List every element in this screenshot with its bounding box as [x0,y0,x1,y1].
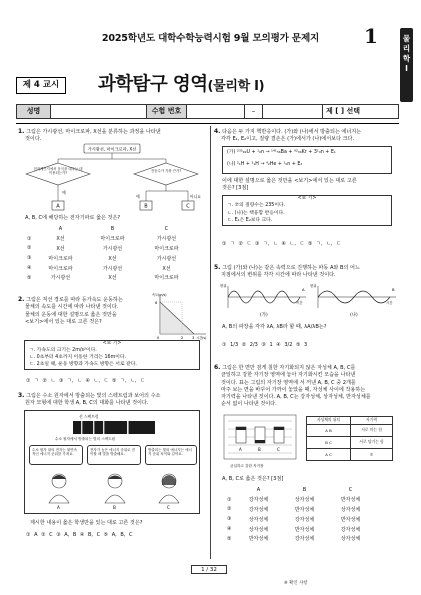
magnet-c-label: C [277,447,280,452]
question-6-stem [214,364,400,409]
wave-b-label: B [392,287,395,292]
spectrum-label: 선 스펙트럼 [79,414,99,419]
page-number: 1 [364,24,378,48]
subject-side-tab [400,28,413,102]
name-bar [16,104,399,119]
question-number: 4. [214,128,221,135]
flow-box-c: C [186,203,190,210]
answer-option-5[interactable]: ⑤ 가시광선 X선 마이크로파 [27,274,179,282]
q4-choices[interactable]: ① ㄱ ② ㄷ ③ ㄱ, ㄴ ④ ㄴ, ㄷ ⑤ ㄱ, ㄴ, ㄷ [222,241,341,247]
bogi-item: ㄴ. (나)는 핵융합 반응이다. [227,210,285,216]
question-6-prompt: A, B, C로 옳은 것은? [3점] [222,476,284,482]
answer-option-1[interactable]: ① X선 마이크로파 가시광선 [27,235,177,243]
answer-option-5[interactable]: ⑤ 반자성체 강자성체 상자성체 [227,535,361,543]
question-text: 순서 없이 나타낸 것이다. [221,401,277,408]
q1-answer-table [22,223,194,284]
bogi-item: ㄱ. ⑦의 질량수는 235이다. [227,203,286,208]
bogi-item: ㄱ. 가속도의 크기는 2m/s²이다. [29,348,97,353]
page-counter: 1 / 32 [191,565,227,574]
q3-choices[interactable]: ① A ② C ③ A, B ④ B, C ⑤ A, B, C [26,532,133,538]
table-header: A [256,486,261,493]
wave-axis-label: 변위 [220,284,227,288]
student-c-label: C [167,505,170,510]
student-c-icon [159,474,179,503]
question-3-stem [18,392,206,408]
q2-bogi-box [24,340,200,370]
flow-yes-label: 예 [62,190,66,195]
bogi-item: ㄴ. 0초부터 4초까지 이동한 거리는 16m이다. [29,355,127,360]
question-text: 각각 E₁, E₂이고, 질량 결손은 (가)에서가 (나)에서보다 크다. [221,136,355,143]
question-text: 그림은 수소 원자에서 방출되는 빛의 스펙트럼과 보어의 수소 [26,393,161,399]
spectrum-caption: 수소 원자에서 방출되는 빛의 스펙트럼 [55,437,116,441]
question-1-stem [18,128,206,144]
table-row [24,225,192,233]
answer-option-1[interactable]: ① 강자성체 상자성체 반자성체 [227,496,361,504]
table-header: B [110,225,115,232]
graph-x-label: 시간(s) [196,336,207,340]
question-text: 이에 대한 설명으로 옳은 것만을 <보기>에서 있는 대로 고른 [222,178,357,184]
exam-title: 2025학년도 대학수학능력시험 9월 모의평가 문제지 [101,33,320,44]
column-divider [210,126,211,559]
table-row: A C ⑦ [307,448,393,460]
graph-x-tick: 2 [181,336,184,340]
diagram-caption: 균일하고 강한 자기장 [230,464,264,468]
period-box: 제 4 교시 [16,77,66,94]
question-text: 마주 보는 면을 바꾸어 가까이 놓았을 때, 자성체 사이에 작용하는 [221,386,366,393]
question-2-stem [18,296,158,326]
table-header: 자성체의 위치 [307,417,351,425]
speech-bubble-c: 방출되는 빛의 에너지는 에너지 준위 차이와 같아요. [145,445,197,465]
name-field[interactable] [51,105,147,118]
bogi-title: <보 기> [102,341,122,346]
footer-note: ※ 확인 사항 [284,581,308,586]
bogi-item: ㄷ. 2초일 때, 운동 방향과 가속도 방향은 서로 같다. [29,362,137,367]
equation-b: (나) ²₁H + ³₁H → ⁴₂He + ¹₀n + E₂ [227,162,303,167]
student-b-icon [105,474,125,503]
question-text: 그림은 한 면만 검게 칠한 자기화되지 않은 자성체 A, B, C를 [222,365,356,371]
table-row [224,486,372,494]
table-header: A [58,225,63,232]
answer-option-3[interactable]: ③ 마이크로파 X선 가시광선 [27,255,177,262]
student-a-icon [49,474,69,503]
exam-number-field-2[interactable] [263,105,323,118]
table-row [307,417,393,425]
top-rule [16,123,399,124]
table-header: B [302,486,307,493]
question-text: <보기>에서 있는 대로 고른 것은? [25,318,102,325]
wave-time-label: 시간 [386,301,393,305]
question-text: 것은? [3점] [222,185,249,192]
question-5-stem [214,264,400,280]
bogi-title: <보 기> [297,196,317,201]
question-5-prompt: A, B의 파장을 각각 λA, λB라 할 때, λA/λB는? [222,324,327,330]
answer-option-4[interactable]: ④ 마이크로파 가시광선 X선 [27,265,171,272]
answer-option-4[interactable]: ④ 상자성체 반자성체 강자성체 [227,526,361,533]
student-b-label: B [113,505,116,510]
question-number: 5. [214,264,221,271]
question-text: 것이다. [25,136,42,143]
elective-choice: 제 [ ] 선택 [326,107,360,115]
q4-bogi-box [222,195,392,226]
q2-choices[interactable]: ① ㄱ ② ㄴ ③ ㄱ, ㄴ ④ ㄴ, ㄷ ⑤ ㄱ, ㄴ, ㄷ [26,378,145,384]
subject-name: 과학탐구 영역 [98,74,208,95]
exam-number-field[interactable] [187,105,245,118]
table-row: B C 서로 당기는 힘 [307,436,393,448]
question-text: 그림은 직선 경로를 따라 등가속도 운동하는 [26,297,123,303]
q1-flowchart [18,143,206,215]
student-a-label: A [57,505,60,510]
magnet-a-label: A [239,447,242,452]
wave-time-label: 시간 [296,301,303,305]
question-text: 것이다. 표는 그림의 자기장 영역에 서 꺼낸 A, B, C 중 2개를 [221,379,356,386]
wave-a-label: A [302,287,305,292]
q6-force-table [306,416,393,461]
table-header: 자기력 [351,417,393,425]
wave-axis-label: 변위 [310,284,317,288]
question-4-prompt [222,178,400,193]
q5-choices[interactable]: ① 1/3 ② 2/3 ③ 1 ④ 3/2 ⑤ 3 [222,342,308,348]
equation-a: (가) ²³⁵₉₂U + ¹₀n → ¹⁴¹₅₆Ba + ⁹²₃₆Kr + 3¹₀n + E₁ [227,150,336,155]
q6-answer-table [222,484,374,545]
flow-box-b: B [144,203,148,210]
flow-start-label: 가시광선, 마이크로파, X선 [87,146,137,152]
wave-a-tag: (가) [260,313,268,318]
flow-question-1: 전자레인지에서 음식을 데우는 데 이용되는가? [33,167,83,176]
flow-box-a: A [56,203,60,210]
q2-velocity-graph [150,292,208,340]
table-row: A B 서로 미는 힘 [307,424,393,436]
question-text: 물체의 속도를 시간에 따라 나타낸 것이다. [25,304,119,311]
answer-option-3[interactable]: ③ 상자성체 강자성체 반자성체 [227,516,361,523]
question-1-prompt: A, B, C에 해당하는 전자기파로 옳은 것은? [25,215,121,221]
spectrum-strip [73,421,155,435]
flow-yes-label: 예 [136,194,140,199]
question-text: 물체의 운동에 대한 설명으로 옳은 것만을 [25,311,117,318]
speech-bubble-b: 전자가 높은 에너지 준위로 전이할 때 빛을 방출해요. [87,445,141,465]
question-4-stem [214,128,400,144]
table-header: C [348,486,353,493]
table-header: C [164,225,169,232]
question-number: 1. [18,128,25,135]
question-number: 3. [18,392,25,399]
name-label: 성명 [17,105,51,118]
question-number: 6. [214,364,221,371]
answer-option-2[interactable]: ② X선 가시광선 마이크로파 [27,245,179,252]
side-tab-char: 학 [402,54,411,63]
question-text: 그림 (가)와 (나)는 같은 속력으로 진행하는 파동 A와 B의 어느 [222,265,360,271]
side-tab-char: 리 [402,44,411,53]
bogi-item: ㄷ. E₁은 E₂보다 크다. [227,218,273,223]
question-3-prompt: 제시한 내용이 옳은 학생만을 있는 대로 고른 것은? [30,520,143,526]
magnet-b-label: B [258,447,261,452]
question-number: 2. [18,296,25,303]
q4-equation-box [222,146,392,174]
exam-number-dash: – [245,105,263,118]
graph-y-label: 속도(m/s) [152,293,167,297]
side-tab-char: Ⅰ [405,64,408,73]
question-text: 자기력을 나타낸 것이다. A, B, C는 강자성체, 상자성체, 반자성체를 [221,394,371,401]
side-tab-char: 물 [402,34,411,43]
answer-option-2[interactable]: ② 강자성체 반자성체 상자성체 [227,506,361,513]
q3-figure [24,410,200,514]
exam-number-label: 수험 번호 [147,105,187,118]
question-text: 그림은 가시광선, 마이크로파, X선을 분류하는 과정을 나타낸 [26,129,161,135]
students-illustration [45,469,185,511]
subject-title [98,70,264,96]
question-text: 원자 모형에 대한 학생 A, B, C의 대화를 나타낸 것이다. [25,400,149,407]
wave-b-tag: (나) [350,313,358,318]
question-text: 다음은 두 가지 핵반응이다. (가)와 (나)에서 방출되는 에너지는 [222,129,362,135]
graph-y-tick: 6 [155,301,158,305]
question-text: 지점에서의 변위를 각각 시간에 따라 나타낸 것이다. [221,272,336,279]
question-text: 균일하고 강한 자기장 영역에 놓아 자기화시킨 모습을 나타낸 [221,372,356,379]
flow-no-label: 아니요 [190,194,202,199]
q5-wave-graphs [220,282,400,318]
speech-bubble-a: 수소 원자 내의 전자는 불연속적인 에너지 준위를 가져요. [29,445,83,465]
q6-magnet-diagram [220,413,300,471]
current-page: 1 [201,567,205,573]
total-pages: 32 [209,567,217,573]
graph-x-tick: 0 [157,336,160,340]
graph-x-tick: 3 [192,336,195,340]
subject-subtitle: (물리학 Ⅰ) [207,79,265,94]
flow-question-2: 진동수가 가장 큰가? [150,169,182,173]
